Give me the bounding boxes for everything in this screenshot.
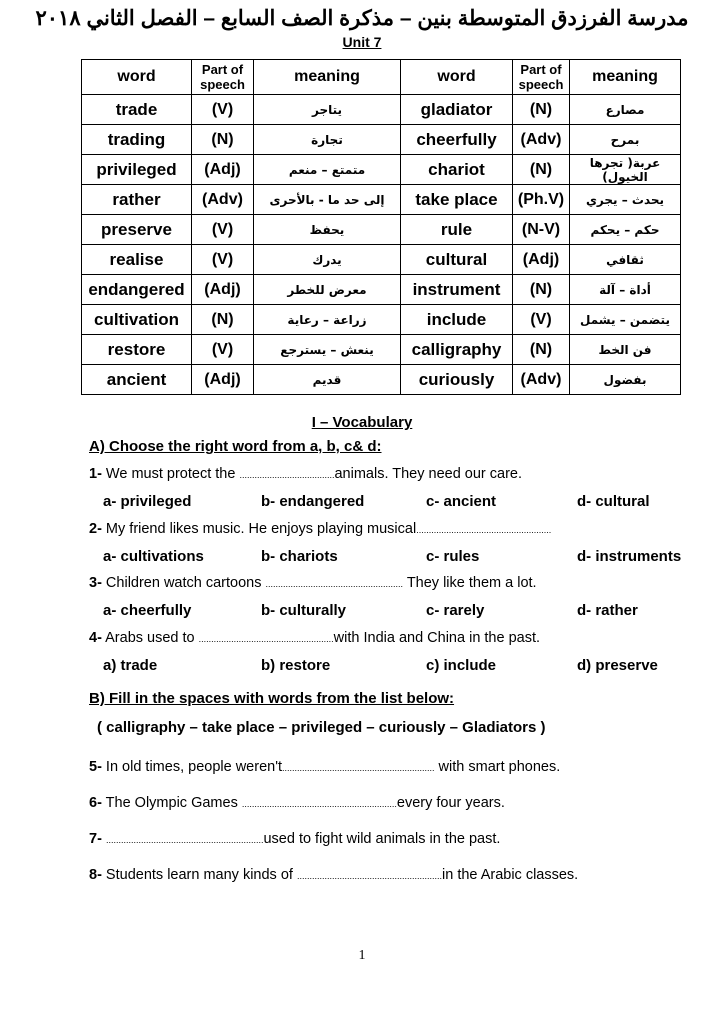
cell-meaning: زراعة – رعاية [254, 305, 401, 335]
question-text: every four years. [396, 795, 505, 811]
cell-meaning: فن الخط [570, 335, 681, 365]
option-b[interactable]: b- chariots [261, 548, 338, 565]
header-part-of-speech: Part of speech [513, 60, 570, 95]
cell-word: rather [82, 185, 192, 215]
question-number: 3- [89, 575, 102, 591]
cell-word: privileged [82, 155, 192, 185]
option-c[interactable]: c- rarely [426, 602, 485, 619]
cell-part-of-speech: (N) [192, 125, 254, 155]
cell-part-of-speech: (N) [513, 155, 570, 185]
question-number: 2- [89, 521, 102, 537]
table-row [82, 365, 681, 395]
option-c[interactable]: c- ancient [426, 493, 497, 510]
cell-word: restore [82, 335, 192, 365]
vocabulary-heading: I – Vocabulary [311, 414, 413, 431]
answer-blank[interactable]: ...................................................... [198, 634, 334, 644]
answer-blank[interactable]: ...................................................... [416, 525, 552, 535]
question-4 [89, 630, 540, 646]
cell-part-of-speech: (Adv) [513, 365, 570, 395]
table-row [82, 245, 681, 275]
question-6 [89, 795, 505, 811]
option-a[interactable]: a) trade [103, 657, 158, 674]
question-text: They like them a lot. [403, 575, 537, 591]
answer-blank[interactable]: ............................................................. [282, 763, 435, 773]
cell-part-of-speech: (V) [192, 245, 254, 275]
option-b[interactable]: b- culturally [261, 602, 347, 619]
cell-meaning: بمرح [570, 125, 681, 155]
section-b-heading: B) Fill in the spaces with words from the list below: [89, 690, 455, 707]
question-text: Arabs used to [101, 630, 199, 646]
cell-meaning: معرض للخطر [254, 275, 401, 305]
cell-word: ancient [82, 365, 192, 395]
cell-part-of-speech: (N-V) [513, 215, 570, 245]
question-text: with smart phones. [434, 759, 561, 775]
cell-part-of-speech: (N) [513, 335, 570, 365]
cell-meaning: ينعش – يسترجع [254, 335, 401, 365]
question-number: 7- [89, 831, 102, 847]
cell-meaning: ثقافي [570, 245, 681, 275]
cell-meaning: يتضمن – يشمل [570, 305, 681, 335]
cell-meaning: متمتع – منعم [254, 155, 401, 185]
school-title: مدرسة الفرزدق المتوسطة بنين – مذكرة الصف السابع – الفصل الثاني ٢٠١٨ [35, 7, 689, 30]
cell-part-of-speech: (Adj) [192, 155, 254, 185]
cell-part-of-speech: (N) [192, 305, 254, 335]
table-row [82, 125, 681, 155]
table-row [82, 95, 681, 125]
table-row [82, 335, 681, 365]
cell-meaning: يتاجر [254, 95, 401, 125]
answer-blank[interactable]: .......................................................... [296, 871, 442, 881]
cell-meaning: يحفظ [254, 215, 401, 245]
cell-part-of-speech: (V) [192, 95, 254, 125]
question-3 [89, 575, 537, 591]
question-1 [89, 466, 522, 482]
table-row [82, 215, 681, 245]
option-d[interactable]: d- instruments [577, 548, 682, 565]
cell-meaning: يحدث – يجري [570, 185, 681, 215]
cell-word: chariot [401, 155, 513, 185]
question-number: 6- [89, 795, 102, 811]
answer-blank[interactable]: .............................................................. [241, 799, 397, 809]
cell-meaning: تجارة [254, 125, 401, 155]
section-a-heading: A) Choose the right word from a, b, c& d: [89, 438, 382, 455]
cell-word: cheerfully [401, 125, 513, 155]
question-text: Students learn many kinds of [101, 867, 297, 883]
cell-word: cultural [401, 245, 513, 275]
answer-blank[interactable]: ....................................................... [265, 579, 404, 589]
question-text: My friend likes music. He enjoys playing musical [101, 521, 417, 537]
question-text: in the Arabic classes. [442, 867, 579, 883]
question-2 [89, 521, 551, 537]
answer-blank[interactable]: ............................................................... [105, 835, 264, 845]
table-row [82, 155, 681, 185]
cell-word: trade [82, 95, 192, 125]
option-a[interactable]: a- privileged [103, 493, 192, 510]
cell-word: curiously [401, 365, 513, 395]
header-meaning: meaning [570, 60, 681, 95]
question-8 [89, 867, 578, 883]
question-5 [89, 759, 560, 775]
vocabulary-table [81, 59, 681, 395]
cell-word: include [401, 305, 513, 335]
cell-part-of-speech: (Adv) [192, 185, 254, 215]
cell-part-of-speech: (Ph.V) [513, 185, 570, 215]
option-d[interactable]: d- cultural [577, 493, 650, 510]
option-b[interactable]: b) restore [261, 657, 331, 674]
cell-part-of-speech: (N) [513, 275, 570, 305]
answer-blank[interactable]: ...................................... [239, 470, 335, 480]
cell-word: gladiator [401, 95, 513, 125]
cell-part-of-speech: (Adj) [192, 365, 254, 395]
question-number: 8- [89, 867, 102, 883]
cell-word: trading [82, 125, 192, 155]
header-word: word [401, 60, 513, 95]
cell-part-of-speech: (Adj) [513, 245, 570, 275]
cell-meaning: يدرك [254, 245, 401, 275]
question-number: 4- [89, 630, 102, 646]
page-number: 1 [358, 948, 366, 963]
question-7 [89, 831, 500, 847]
cell-word: realise [82, 245, 192, 275]
header-word: word [82, 60, 192, 95]
cell-meaning: بفضول [570, 365, 681, 395]
cell-part-of-speech: (V) [192, 335, 254, 365]
cell-part-of-speech: (V) [513, 305, 570, 335]
word-list: ( calligraphy – take place – privileged – curiously – Gladiators ) [97, 719, 546, 736]
table-row [82, 275, 681, 305]
question-text: animals. They need our care. [334, 466, 523, 482]
cell-word: instrument [401, 275, 513, 305]
cell-part-of-speech: (Adj) [192, 275, 254, 305]
table-row [82, 305, 681, 335]
option-c[interactable]: c- rules [426, 548, 480, 565]
question-text: The Olympic Games [101, 795, 242, 811]
question-text: with India and China in the past. [333, 630, 541, 646]
question-text: In old times, people weren't [101, 759, 282, 775]
cell-word: calligraphy [401, 335, 513, 365]
option-c[interactable]: c) include [426, 657, 497, 674]
question-number: 1- [89, 466, 102, 482]
cell-word: endangered [82, 275, 192, 305]
cell-meaning: إلى حد ما - بالأحرى [254, 185, 401, 215]
question-number: 5- [89, 759, 102, 775]
cell-part-of-speech: (N) [513, 95, 570, 125]
header-part-of-speech: Part of speech [192, 60, 254, 95]
option-d[interactable]: d) preserve [577, 657, 658, 674]
cell-meaning: قديم [254, 365, 401, 395]
option-d[interactable]: d- rather [577, 602, 638, 619]
question-text: Children watch cartoons [101, 575, 266, 591]
cell-meaning: عربة( تجرها الخيول) [570, 155, 681, 185]
table-row [82, 185, 681, 215]
option-b[interactable]: b- endangered [261, 493, 365, 510]
question-text: used to fight wild animals in the past. [263, 831, 501, 847]
cell-part-of-speech: (Adv) [513, 125, 570, 155]
table-header-row [82, 60, 681, 95]
cell-word: take place [401, 185, 513, 215]
option-a[interactable]: a- cultivations [103, 548, 204, 565]
cell-word: cultivation [82, 305, 192, 335]
cell-word: rule [401, 215, 513, 245]
cell-part-of-speech: (V) [192, 215, 254, 245]
unit-heading: Unit 7 [342, 34, 382, 50]
option-a[interactable]: a- cheerfully [103, 602, 192, 619]
header-meaning: meaning [254, 60, 401, 95]
cell-word: preserve [82, 215, 192, 245]
question-text: We must protect the [101, 466, 240, 482]
cell-meaning: مصارع [570, 95, 681, 125]
cell-meaning: أداة – آلة [570, 275, 681, 305]
cell-meaning: حكم – يحكم [570, 215, 681, 245]
